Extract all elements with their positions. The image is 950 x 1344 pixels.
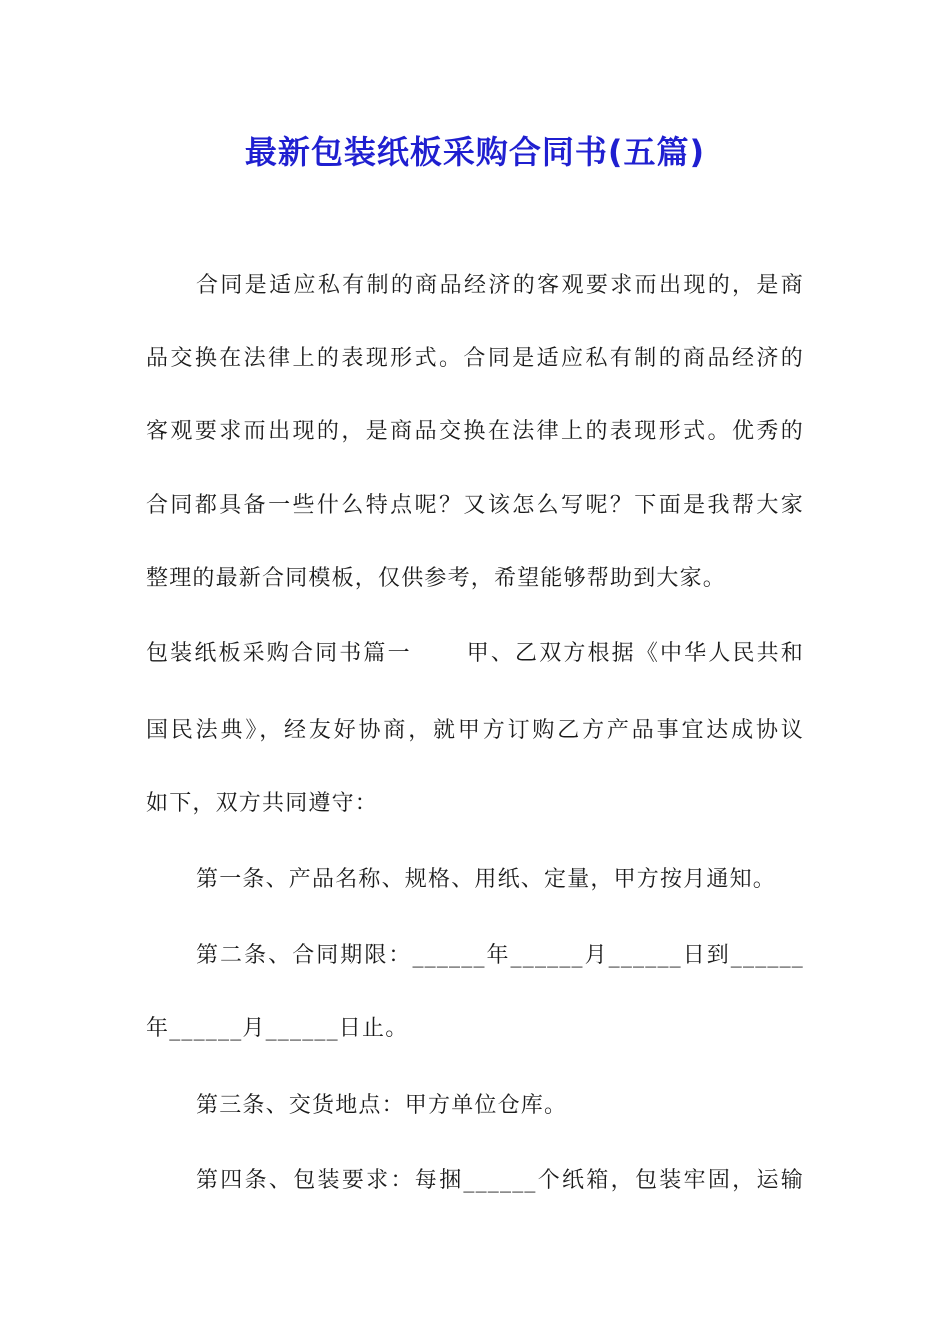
preamble-line-1: 甲、乙双方根据《中华人民共和 bbox=[465, 641, 804, 666]
document-title: 最新包装纸板采购合同书(五篇) bbox=[244, 133, 706, 171]
section-heading-line bbox=[146, 636, 804, 672]
intro-line-3: 客观要求而出现的，是商品交换在法律上的表现形式。优秀的 bbox=[146, 419, 804, 444]
intro-line-4: 合同都具备一些什么特点呢？又该怎么写呢？下面是我帮大家 bbox=[146, 493, 804, 518]
preamble-line-3: 如下，双方共同遵守： bbox=[146, 791, 379, 816]
article-2-continued: 年______月______日止。 bbox=[146, 1016, 409, 1041]
intro-line-5: 整理的最新合同模板，仅供参考，希望能够帮助到大家。 bbox=[146, 566, 727, 591]
article-1: 第一条、产品名称、规格、用纸、定量，甲方按月通知。 bbox=[196, 867, 777, 892]
article-3: 第三条、交货地点：甲方单位仓库。 bbox=[196, 1093, 568, 1118]
article-4: 第四条、包装要求：每捆______个纸箱，包装牢固，运输 bbox=[196, 1168, 804, 1193]
article-2: 第二条、合同期限：______年______月______日到______ bbox=[196, 943, 804, 968]
section-heading: 包装纸板采购合同书篇一 bbox=[146, 641, 412, 666]
intro-line-2: 品交换在法律上的表现形式。合同是适应私有制的商品经济的 bbox=[146, 346, 804, 371]
preamble-line-2: 国民法典》，经友好协商，就甲方订购乙方产品事宜达成协议 bbox=[146, 718, 804, 743]
intro-line-1: 合同是适应私有制的商品经济的客观要求而出现的，是商 bbox=[196, 273, 804, 298]
